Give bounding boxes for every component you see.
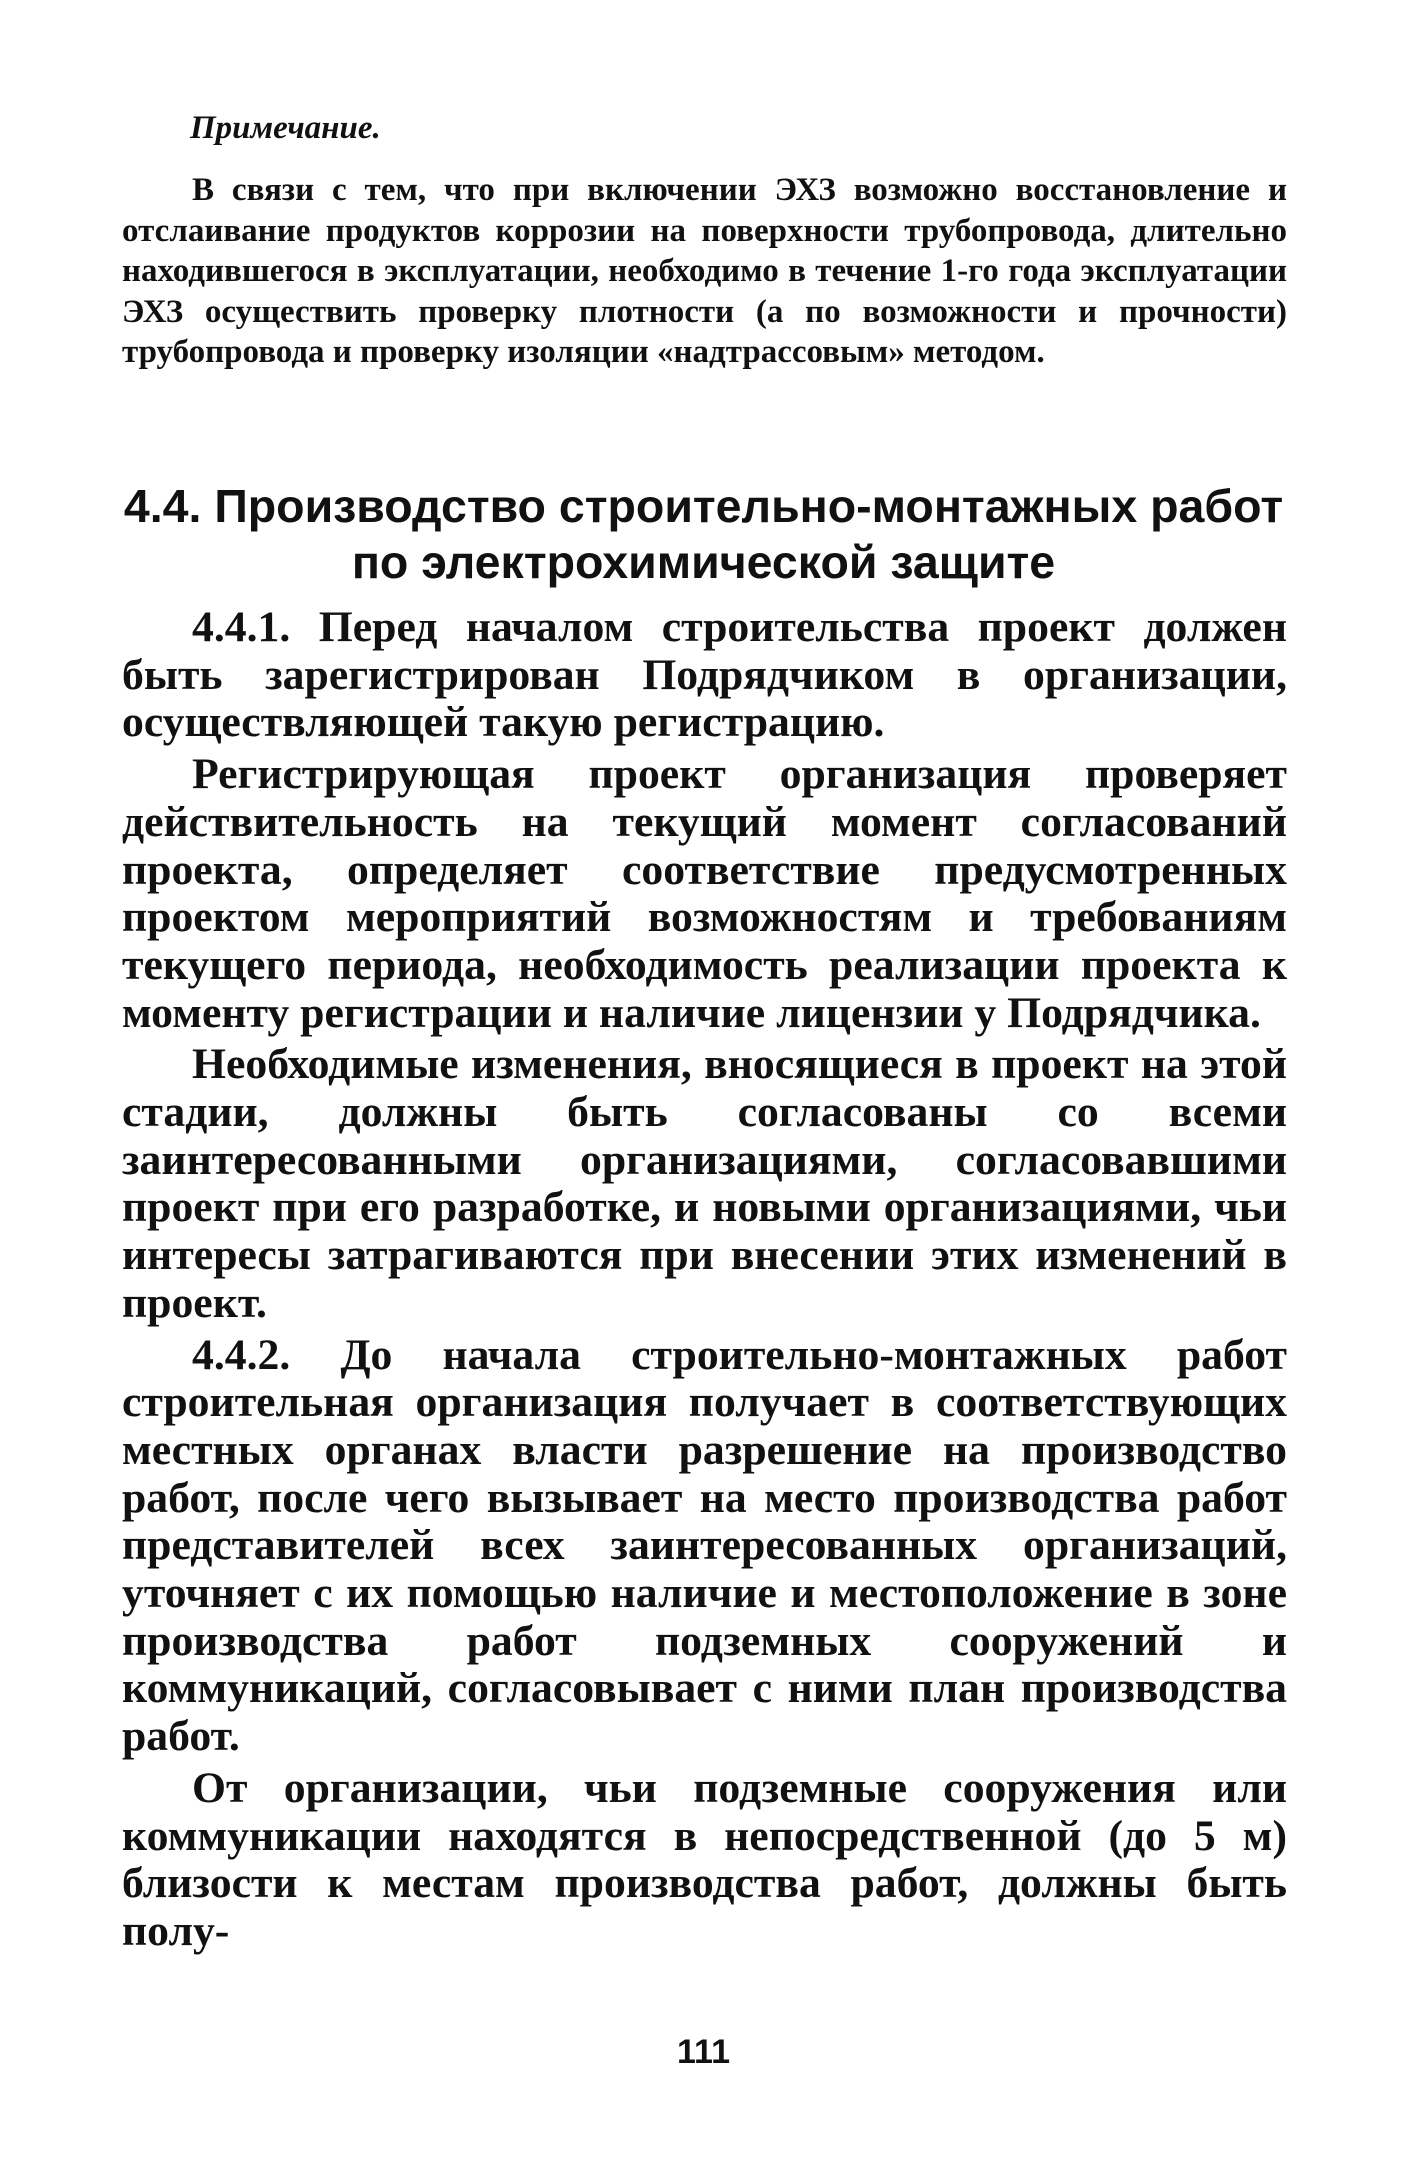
note-label: Примечание. bbox=[190, 110, 381, 146]
section-heading bbox=[100, 478, 1307, 590]
section-heading-line-2: по электрохимической защите bbox=[351, 536, 1056, 588]
paragraph-4-4-1: 4.4.1. Перед началом строительства проект должен быть зарегистрирован Подрядчиком в организации, осуществляющей такую регистрацию. bbox=[122, 603, 1287, 747]
section-heading-line-1: 4.4. Производство строительно-монтажных работ bbox=[123, 480, 1284, 532]
paragraph-4-4-2: 4.4.2. До начала строительно-монтажных работ строительная организация получает в соответствующих местных органах власти разрешение на производство работ, после чего вызывает на место производства работ представителей всех заинтересованных организаций, уточняет с их помощью наличие и местоположение в зоне производства работ подземных сооружений и коммуникаций, согласовывает с ними план производства работ. bbox=[122, 1330, 1287, 1761]
paragraph-underground: От организации, чьи подземные сооружения или коммуникации находятся в непосредственной (до 5 м) близости к местам производства работ, должны быть полу- bbox=[122, 1763, 1287, 1955]
body-text bbox=[122, 604, 1287, 1956]
note-text: В связи с тем, что при включении ЭХЗ возможно восстановление и отслаивание продуктов коррозии на поверхности трубопровода, длительно находившегося в эксплуатации, необходимо в течение 1-го года эксплуатации ЭХЗ осуществить проверку плотности (а по возможности и прочности) трубопровода и проверку изоляции «надтрассовым» методом. bbox=[122, 172, 1287, 371]
page-number: 111 bbox=[677, 2033, 730, 2071]
paragraph-changes: Необходимые изменения, вносящиеся в проект на этой стадии, должны быть согласованы со всеми заинтересованными организациями, согласовавшими проект при его разработке, и новыми организациями, чьи интересы затрагиваются при внесении этих изменений в проект. bbox=[122, 1040, 1287, 1327]
paragraph-registration: Регистрирующая проект организация проверяет действительность на текущий момент согласований проекта, определяет соответствие предусмотренных проектом мероприятий возможностям и требованиям текущего периода, необходимость реализации проекта к моменту регистрации и наличие лицензии у Подрядчика. bbox=[122, 750, 1287, 1037]
